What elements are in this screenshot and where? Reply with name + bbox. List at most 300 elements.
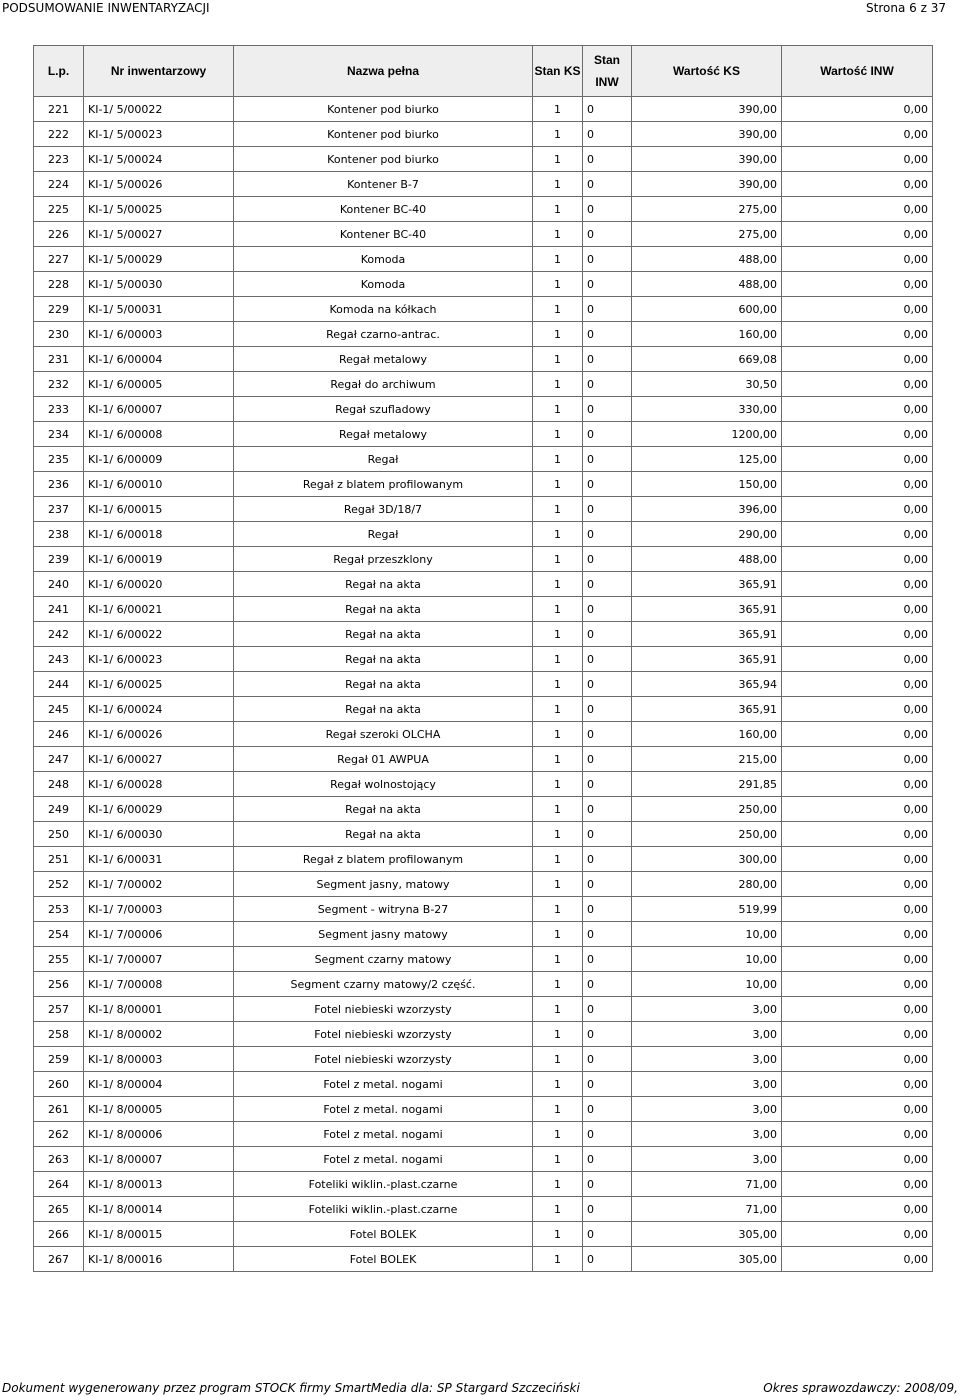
cell-lp: 259 xyxy=(34,1047,84,1072)
cell-stan-inw: 0 xyxy=(583,747,632,772)
cell-stan-inw: 0 xyxy=(583,472,632,497)
cell-lp: 265 xyxy=(34,1197,84,1222)
cell-wartosc-ks: 3,00 xyxy=(632,1072,782,1097)
cell-lp: 221 xyxy=(34,97,84,122)
cell-stan-inw: 0 xyxy=(583,222,632,247)
cell-lp: 246 xyxy=(34,722,84,747)
cell-wartosc-inw: 0,00 xyxy=(782,1047,933,1072)
cell-nr-inwentarzowy: KI-1/ 5/00023 xyxy=(84,122,234,147)
cell-lp: 248 xyxy=(34,772,84,797)
cell-lp: 236 xyxy=(34,472,84,497)
cell-wartosc-inw: 0,00 xyxy=(782,122,933,147)
cell-nazwa-pelna: Regał xyxy=(234,522,533,547)
table-row xyxy=(34,172,933,197)
cell-wartosc-inw: 0,00 xyxy=(782,747,933,772)
cell-nr-inwentarzowy: KI-1/ 5/00022 xyxy=(84,97,234,122)
table-row xyxy=(34,997,933,1022)
table-row xyxy=(34,222,933,247)
cell-stan-ks: 1 xyxy=(533,997,583,1022)
cell-wartosc-inw: 0,00 xyxy=(782,522,933,547)
cell-stan-inw: 0 xyxy=(583,772,632,797)
cell-wartosc-inw: 0,00 xyxy=(782,547,933,572)
cell-nazwa-pelna: Regał xyxy=(234,447,533,472)
table-row xyxy=(34,97,933,122)
table-row xyxy=(34,822,933,847)
cell-lp: 227 xyxy=(34,247,84,272)
cell-lp: 249 xyxy=(34,797,84,822)
col-header-nr-inwentarzowy: Nr inwentarzowy xyxy=(84,46,234,97)
cell-wartosc-ks: 290,00 xyxy=(632,522,782,547)
cell-stan-ks: 1 xyxy=(533,347,583,372)
col-header-stan-ks: Stan KS xyxy=(533,46,583,97)
cell-stan-ks: 1 xyxy=(533,1072,583,1097)
header-row xyxy=(34,46,933,97)
cell-nazwa-pelna: Komoda xyxy=(234,272,533,297)
cell-stan-ks: 1 xyxy=(533,697,583,722)
cell-wartosc-ks: 365,91 xyxy=(632,597,782,622)
cell-stan-inw: 0 xyxy=(583,447,632,472)
cell-stan-inw: 0 xyxy=(583,597,632,622)
cell-stan-inw: 0 xyxy=(583,722,632,747)
table-row xyxy=(34,947,933,972)
table-row xyxy=(34,772,933,797)
cell-lp: 225 xyxy=(34,197,84,222)
col-header-stan-inw-line1: Stan xyxy=(593,53,620,67)
cell-stan-inw: 0 xyxy=(583,822,632,847)
cell-nr-inwentarzowy: KI-1/ 6/00004 xyxy=(84,347,234,372)
cell-wartosc-inw: 0,00 xyxy=(782,1072,933,1097)
page-footer xyxy=(0,1381,960,1396)
cell-nr-inwentarzowy: KI-1/ 6/00023 xyxy=(84,647,234,672)
cell-lp: 233 xyxy=(34,397,84,422)
cell-wartosc-ks: 365,91 xyxy=(632,572,782,597)
cell-nr-inwentarzowy: KI-1/ 8/00002 xyxy=(84,1022,234,1047)
cell-lp: 266 xyxy=(34,1222,84,1247)
cell-stan-ks: 1 xyxy=(533,472,583,497)
cell-stan-inw: 0 xyxy=(583,922,632,947)
cell-wartosc-ks: 250,00 xyxy=(632,822,782,847)
cell-wartosc-ks: 71,00 xyxy=(632,1197,782,1222)
cell-nr-inwentarzowy: KI-1/ 7/00003 xyxy=(84,897,234,922)
cell-wartosc-ks: 365,91 xyxy=(632,697,782,722)
cell-nazwa-pelna: Regał na akta xyxy=(234,647,533,672)
cell-nazwa-pelna: Regał czarno-antrac. xyxy=(234,322,533,347)
cell-nazwa-pelna: Fotel z metal. nogami xyxy=(234,1072,533,1097)
cell-lp: 239 xyxy=(34,547,84,572)
cell-lp: 241 xyxy=(34,597,84,622)
cell-wartosc-ks: 488,00 xyxy=(632,272,782,297)
table-row xyxy=(34,722,933,747)
cell-wartosc-inw: 0,00 xyxy=(782,272,933,297)
cell-nazwa-pelna: Regał wolnostojący xyxy=(234,772,533,797)
table-row xyxy=(34,122,933,147)
cell-wartosc-ks: 365,91 xyxy=(632,647,782,672)
cell-stan-inw: 0 xyxy=(583,1222,632,1247)
cell-stan-inw: 0 xyxy=(583,247,632,272)
cell-stan-ks: 1 xyxy=(533,447,583,472)
col-header-stan-inw xyxy=(583,46,632,97)
table-row xyxy=(34,972,933,997)
cell-stan-ks: 1 xyxy=(533,1222,583,1247)
cell-nazwa-pelna: Fotel z metal. nogami xyxy=(234,1147,533,1172)
cell-nazwa-pelna: Regał na akta xyxy=(234,697,533,722)
cell-stan-ks: 1 xyxy=(533,272,583,297)
cell-stan-inw: 0 xyxy=(583,397,632,422)
cell-wartosc-ks: 390,00 xyxy=(632,147,782,172)
cell-lp: 229 xyxy=(34,297,84,322)
table-row xyxy=(34,1047,933,1072)
cell-nazwa-pelna: Regał na akta xyxy=(234,797,533,822)
cell-nr-inwentarzowy: KI-1/ 6/00003 xyxy=(84,322,234,347)
cell-stan-inw: 0 xyxy=(583,1122,632,1147)
cell-stan-ks: 1 xyxy=(533,822,583,847)
cell-stan-ks: 1 xyxy=(533,597,583,622)
table-row xyxy=(34,897,933,922)
cell-nr-inwentarzowy: KI-1/ 5/00027 xyxy=(84,222,234,247)
cell-stan-inw: 0 xyxy=(583,547,632,572)
cell-nazwa-pelna: Kontener BC-40 xyxy=(234,197,533,222)
cell-nr-inwentarzowy: KI-1/ 8/00007 xyxy=(84,1147,234,1172)
cell-wartosc-inw: 0,00 xyxy=(782,622,933,647)
cell-wartosc-inw: 0,00 xyxy=(782,647,933,672)
cell-nr-inwentarzowy: KI-1/ 5/00026 xyxy=(84,172,234,197)
cell-wartosc-ks: 365,91 xyxy=(632,622,782,647)
cell-nazwa-pelna: Regał na akta xyxy=(234,597,533,622)
cell-stan-ks: 1 xyxy=(533,97,583,122)
cell-stan-inw: 0 xyxy=(583,272,632,297)
table-row xyxy=(34,1172,933,1197)
cell-stan-inw: 0 xyxy=(583,1147,632,1172)
cell-wartosc-inw: 0,00 xyxy=(782,1122,933,1147)
cell-wartosc-ks: 30,50 xyxy=(632,372,782,397)
cell-lp: 260 xyxy=(34,1072,84,1097)
cell-lp: 231 xyxy=(34,347,84,372)
cell-stan-ks: 1 xyxy=(533,1097,583,1122)
cell-lp: 257 xyxy=(34,997,84,1022)
cell-wartosc-ks: 250,00 xyxy=(632,797,782,822)
cell-lp: 238 xyxy=(34,522,84,547)
report-title: PODSUMOWANIE INWENTARYZACJI xyxy=(2,1,210,15)
cell-stan-inw: 0 xyxy=(583,122,632,147)
cell-nr-inwentarzowy: KI-1/ 6/00021 xyxy=(84,597,234,622)
cell-wartosc-inw: 0,00 xyxy=(782,872,933,897)
cell-nr-inwentarzowy: KI-1/ 6/00022 xyxy=(84,622,234,647)
table-row xyxy=(34,322,933,347)
cell-wartosc-inw: 0,00 xyxy=(782,222,933,247)
col-header-nazwa-pelna: Nazwa pełna xyxy=(234,46,533,97)
cell-wartosc-inw: 0,00 xyxy=(782,247,933,272)
cell-stan-ks: 1 xyxy=(533,122,583,147)
table-row xyxy=(34,597,933,622)
cell-stan-ks: 1 xyxy=(533,297,583,322)
table-header xyxy=(34,46,933,97)
cell-stan-ks: 1 xyxy=(533,797,583,822)
cell-nr-inwentarzowy: KI-1/ 5/00031 xyxy=(84,297,234,322)
cell-wartosc-inw: 0,00 xyxy=(782,897,933,922)
cell-nazwa-pelna: Regał do archiwum xyxy=(234,372,533,397)
cell-nazwa-pelna: Kontener B-7 xyxy=(234,172,533,197)
cell-lp: 255 xyxy=(34,947,84,972)
cell-nazwa-pelna: Fotel z metal. nogami xyxy=(234,1097,533,1122)
table-row xyxy=(34,847,933,872)
cell-stan-ks: 1 xyxy=(533,747,583,772)
cell-wartosc-inw: 0,00 xyxy=(782,172,933,197)
table-row xyxy=(34,1097,933,1122)
cell-lp: 258 xyxy=(34,1022,84,1047)
cell-nazwa-pelna: Regał z blatem profilowanym xyxy=(234,472,533,497)
cell-lp: 235 xyxy=(34,447,84,472)
cell-lp: 223 xyxy=(34,147,84,172)
cell-lp: 237 xyxy=(34,497,84,522)
cell-stan-inw: 0 xyxy=(583,1047,632,1072)
cell-wartosc-ks: 10,00 xyxy=(632,972,782,997)
cell-nazwa-pelna: Kontener pod biurko xyxy=(234,97,533,122)
cell-wartosc-inw: 0,00 xyxy=(782,922,933,947)
cell-stan-ks: 1 xyxy=(533,972,583,997)
cell-stan-ks: 1 xyxy=(533,1047,583,1072)
cell-wartosc-ks: 1200,00 xyxy=(632,422,782,447)
col-header-stan-inw-line2: INW xyxy=(595,75,619,89)
cell-lp: 262 xyxy=(34,1122,84,1147)
table-row xyxy=(34,1022,933,1047)
cell-stan-ks: 1 xyxy=(533,622,583,647)
cell-nr-inwentarzowy: KI-1/ 5/00029 xyxy=(84,247,234,272)
cell-wartosc-ks: 275,00 xyxy=(632,222,782,247)
cell-wartosc-inw: 0,00 xyxy=(782,447,933,472)
table-row xyxy=(34,922,933,947)
cell-nazwa-pelna: Foteliki wiklin.-plast.czarne xyxy=(234,1172,533,1197)
cell-nazwa-pelna: Fotel BOLEK xyxy=(234,1222,533,1247)
table-row xyxy=(34,747,933,772)
cell-nazwa-pelna: Segment jasny matowy xyxy=(234,922,533,947)
cell-nr-inwentarzowy: KI-1/ 6/00027 xyxy=(84,747,234,772)
cell-wartosc-inw: 0,00 xyxy=(782,697,933,722)
cell-stan-inw: 0 xyxy=(583,897,632,922)
cell-nr-inwentarzowy: KI-1/ 8/00001 xyxy=(84,997,234,1022)
cell-wartosc-inw: 0,00 xyxy=(782,1197,933,1222)
cell-nr-inwentarzowy: KI-1/ 6/00005 xyxy=(84,372,234,397)
cell-nazwa-pelna: Fotel niebieski wzorzysty xyxy=(234,997,533,1022)
cell-wartosc-ks: 3,00 xyxy=(632,1047,782,1072)
cell-stan-inw: 0 xyxy=(583,522,632,547)
cell-wartosc-ks: 150,00 xyxy=(632,472,782,497)
cell-nazwa-pelna: Regał przeszklony xyxy=(234,547,533,572)
cell-lp: 222 xyxy=(34,122,84,147)
cell-nazwa-pelna: Segment czarny matowy xyxy=(234,947,533,972)
cell-stan-inw: 0 xyxy=(583,297,632,322)
cell-wartosc-inw: 0,00 xyxy=(782,1097,933,1122)
page-header xyxy=(0,0,960,18)
cell-nazwa-pelna: Kontener pod biurko xyxy=(234,122,533,147)
cell-wartosc-ks: 160,00 xyxy=(632,322,782,347)
cell-stan-inw: 0 xyxy=(583,1022,632,1047)
footer-reporting-period: Okres sprawozdawczy: 2008/09, xyxy=(763,1381,958,1395)
footer-generator-note: Dokument wygenerowany przez program STOCK firmy SmartMedia dla: SP Stargard Szczeciński xyxy=(2,1381,580,1395)
cell-nr-inwentarzowy: KI-1/ 8/00014 xyxy=(84,1197,234,1222)
cell-wartosc-inw: 0,00 xyxy=(782,772,933,797)
cell-stan-inw: 0 xyxy=(583,1097,632,1122)
cell-stan-ks: 1 xyxy=(533,897,583,922)
inventory-table xyxy=(33,45,933,1272)
cell-stan-inw: 0 xyxy=(583,322,632,347)
cell-nazwa-pelna: Regał na akta xyxy=(234,822,533,847)
cell-lp: 243 xyxy=(34,647,84,672)
cell-stan-ks: 1 xyxy=(533,947,583,972)
cell-wartosc-inw: 0,00 xyxy=(782,1247,933,1272)
cell-stan-ks: 1 xyxy=(533,1122,583,1147)
cell-nr-inwentarzowy: KI-1/ 7/00008 xyxy=(84,972,234,997)
cell-stan-ks: 1 xyxy=(533,847,583,872)
cell-stan-ks: 1 xyxy=(533,222,583,247)
cell-nazwa-pelna: Kontener BC-40 xyxy=(234,222,533,247)
cell-lp: 256 xyxy=(34,972,84,997)
cell-lp: 240 xyxy=(34,572,84,597)
col-header-lp: L.p. xyxy=(34,46,84,97)
cell-nazwa-pelna: Foteliki wiklin.-plast.czarne xyxy=(234,1197,533,1222)
cell-stan-ks: 1 xyxy=(533,197,583,222)
table-row xyxy=(34,672,933,697)
cell-wartosc-ks: 488,00 xyxy=(632,547,782,572)
cell-nazwa-pelna: Fotel niebieski wzorzysty xyxy=(234,1022,533,1047)
table-row xyxy=(34,497,933,522)
cell-stan-ks: 1 xyxy=(533,322,583,347)
cell-stan-ks: 1 xyxy=(533,547,583,572)
cell-wartosc-inw: 0,00 xyxy=(782,322,933,347)
cell-nr-inwentarzowy: KI-1/ 7/00006 xyxy=(84,922,234,947)
cell-lp: 251 xyxy=(34,847,84,872)
cell-nr-inwentarzowy: KI-1/ 8/00015 xyxy=(84,1222,234,1247)
table-row xyxy=(34,422,933,447)
cell-stan-inw: 0 xyxy=(583,147,632,172)
cell-nr-inwentarzowy: KI-1/ 6/00025 xyxy=(84,672,234,697)
cell-nazwa-pelna: Segment - witryna B-27 xyxy=(234,897,533,922)
table-row xyxy=(34,797,933,822)
cell-wartosc-ks: 291,85 xyxy=(632,772,782,797)
cell-nr-inwentarzowy: KI-1/ 8/00013 xyxy=(84,1172,234,1197)
cell-stan-inw: 0 xyxy=(583,347,632,372)
cell-nr-inwentarzowy: KI-1/ 7/00002 xyxy=(84,872,234,897)
cell-stan-ks: 1 xyxy=(533,872,583,897)
cell-stan-inw: 0 xyxy=(583,497,632,522)
cell-wartosc-ks: 305,00 xyxy=(632,1222,782,1247)
cell-stan-inw: 0 xyxy=(583,1172,632,1197)
cell-lp: 242 xyxy=(34,622,84,647)
cell-nazwa-pelna: Kontener pod biurko xyxy=(234,147,533,172)
cell-nazwa-pelna: Komoda xyxy=(234,247,533,272)
table-row xyxy=(34,522,933,547)
cell-wartosc-inw: 0,00 xyxy=(782,997,933,1022)
cell-stan-inw: 0 xyxy=(583,422,632,447)
cell-wartosc-ks: 280,00 xyxy=(632,872,782,897)
table-row xyxy=(34,622,933,647)
cell-wartosc-ks: 125,00 xyxy=(632,447,782,472)
cell-nr-inwentarzowy: KI-1/ 6/00010 xyxy=(84,472,234,497)
cell-wartosc-inw: 0,00 xyxy=(782,597,933,622)
inventory-table-container xyxy=(33,45,932,1272)
cell-lp: 267 xyxy=(34,1247,84,1272)
cell-nr-inwentarzowy: KI-1/ 6/00030 xyxy=(84,822,234,847)
cell-nr-inwentarzowy: KI-1/ 6/00019 xyxy=(84,547,234,572)
cell-nazwa-pelna: Regał szeroki OLCHA xyxy=(234,722,533,747)
cell-wartosc-inw: 0,00 xyxy=(782,397,933,422)
table-row xyxy=(34,872,933,897)
cell-wartosc-ks: 160,00 xyxy=(632,722,782,747)
cell-wartosc-ks: 3,00 xyxy=(632,1122,782,1147)
cell-wartosc-inw: 0,00 xyxy=(782,847,933,872)
cell-stan-inw: 0 xyxy=(583,697,632,722)
cell-nazwa-pelna: Regał na akta xyxy=(234,572,533,597)
cell-lp: 232 xyxy=(34,372,84,397)
table-row xyxy=(34,1247,933,1272)
cell-nazwa-pelna: Fotel z metal. nogami xyxy=(234,1122,533,1147)
cell-lp: 261 xyxy=(34,1097,84,1122)
table-row xyxy=(34,297,933,322)
table-row xyxy=(34,397,933,422)
cell-nr-inwentarzowy: KI-1/ 6/00028 xyxy=(84,772,234,797)
cell-wartosc-ks: 300,00 xyxy=(632,847,782,872)
cell-wartosc-inw: 0,00 xyxy=(782,947,933,972)
cell-wartosc-inw: 0,00 xyxy=(782,972,933,997)
cell-wartosc-inw: 0,00 xyxy=(782,422,933,447)
table-row xyxy=(34,647,933,672)
cell-nazwa-pelna: Regał z blatem profilowanym xyxy=(234,847,533,872)
cell-stan-ks: 1 xyxy=(533,522,583,547)
cell-nr-inwentarzowy: KI-1/ 8/00016 xyxy=(84,1247,234,1272)
cell-stan-inw: 0 xyxy=(583,1072,632,1097)
cell-nr-inwentarzowy: KI-1/ 6/00024 xyxy=(84,697,234,722)
cell-nr-inwentarzowy: KI-1/ 8/00004 xyxy=(84,1072,234,1097)
cell-nr-inwentarzowy: KI-1/ 6/00009 xyxy=(84,447,234,472)
cell-nazwa-pelna: Regał 3D/18/7 xyxy=(234,497,533,522)
cell-stan-inw: 0 xyxy=(583,997,632,1022)
cell-nazwa-pelna: Komoda na kółkach xyxy=(234,297,533,322)
cell-stan-inw: 0 xyxy=(583,947,632,972)
cell-stan-inw: 0 xyxy=(583,797,632,822)
cell-wartosc-ks: 488,00 xyxy=(632,247,782,272)
cell-wartosc-inw: 0,00 xyxy=(782,1147,933,1172)
cell-stan-ks: 1 xyxy=(533,1147,583,1172)
cell-stan-ks: 1 xyxy=(533,647,583,672)
cell-wartosc-inw: 0,00 xyxy=(782,472,933,497)
cell-wartosc-ks: 330,00 xyxy=(632,397,782,422)
cell-stan-inw: 0 xyxy=(583,572,632,597)
cell-nr-inwentarzowy: KI-1/ 5/00024 xyxy=(84,147,234,172)
cell-stan-ks: 1 xyxy=(533,1022,583,1047)
cell-wartosc-ks: 3,00 xyxy=(632,1097,782,1122)
cell-stan-inw: 0 xyxy=(583,847,632,872)
cell-wartosc-ks: 390,00 xyxy=(632,172,782,197)
page-number: Strona 6 z 37 xyxy=(866,1,946,15)
table-row xyxy=(34,1072,933,1097)
cell-stan-ks: 1 xyxy=(533,1172,583,1197)
cell-wartosc-inw: 0,00 xyxy=(782,572,933,597)
cell-lp: 263 xyxy=(34,1147,84,1172)
cell-lp: 254 xyxy=(34,922,84,947)
cell-nr-inwentarzowy: KI-1/ 6/00015 xyxy=(84,497,234,522)
cell-stan-inw: 0 xyxy=(583,622,632,647)
cell-wartosc-ks: 3,00 xyxy=(632,1147,782,1172)
cell-nr-inwentarzowy: KI-1/ 6/00026 xyxy=(84,722,234,747)
cell-stan-inw: 0 xyxy=(583,972,632,997)
table-row xyxy=(34,1122,933,1147)
table-row xyxy=(34,1222,933,1247)
cell-lp: 228 xyxy=(34,272,84,297)
cell-stan-ks: 1 xyxy=(533,1197,583,1222)
cell-wartosc-inw: 0,00 xyxy=(782,797,933,822)
cell-nr-inwentarzowy: KI-1/ 6/00008 xyxy=(84,422,234,447)
cell-wartosc-inw: 0,00 xyxy=(782,297,933,322)
table-row xyxy=(34,372,933,397)
